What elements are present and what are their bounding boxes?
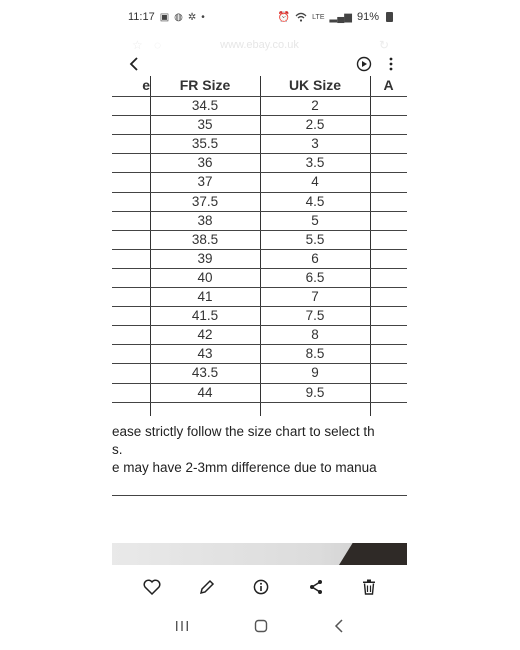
note-line-3: e may have 2-3mm difference due to manua [112, 460, 377, 475]
row-divider [112, 172, 407, 173]
fr-size-cell: 38 [197, 212, 213, 228]
share-button[interactable] [308, 579, 324, 595]
info-button[interactable] [253, 579, 269, 595]
image-action-bar [112, 574, 407, 600]
bottom-divider [112, 495, 407, 496]
row-divider [112, 230, 407, 231]
status-bar [112, 0, 407, 34]
promo-image-strip [112, 543, 407, 565]
home-icon [254, 619, 268, 633]
header-cell-last: A [383, 77, 394, 93]
fr-size-cell: 38.5 [191, 231, 219, 247]
chevron-left-icon [128, 56, 140, 72]
row-divider [112, 134, 407, 135]
uk-size-cell: 5 [311, 212, 319, 228]
promo-image-dark-area [339, 543, 407, 565]
fr-size-cell: 41 [197, 289, 213, 304]
settings-notification-icon: ✲ [187, 11, 197, 23]
note-line-1: ease strictly follow the size chart to select th [112, 424, 375, 439]
status-left [128, 11, 205, 23]
row-divider [112, 402, 407, 403]
more-vertical-icon [389, 57, 393, 71]
back-button[interactable] [128, 56, 140, 72]
uk-size-cell: 3.5 [305, 155, 325, 171]
header-cell-first: e [142, 77, 150, 93]
uk-size-cell: 7 [311, 289, 319, 304]
uk-size-cell: 8.5 [305, 346, 325, 362]
note-line-2: s. [112, 442, 123, 457]
back-icon [334, 619, 344, 633]
row-divider [112, 306, 407, 307]
uk-size-cell: 6 [311, 250, 319, 266]
uk-size-cell: 4.5 [305, 193, 325, 209]
row-divider [112, 115, 407, 116]
system-back-button[interactable] [334, 619, 344, 633]
fr-size-cell: 43 [197, 346, 213, 362]
row-divider [112, 211, 407, 212]
fr-size-cell: 34.5 [191, 98, 219, 113]
uk-size-cell: 9.5 [305, 384, 325, 400]
fr-size-cell: 35 [197, 117, 213, 133]
fr-size-cell: 41.5 [191, 308, 219, 324]
fr-size-cell: 36 [197, 155, 213, 171]
header-uk-size: UK Size [288, 77, 342, 93]
uk-size-cell: 5.5 [305, 231, 325, 247]
uk-size-cell: 4 [311, 174, 319, 190]
uk-size-cell: 8 [311, 327, 319, 343]
recent-apps-button[interactable] [175, 620, 189, 632]
fr-size-cell: 40 [197, 269, 213, 285]
row-divider [112, 325, 407, 326]
uk-size-cell: 6.5 [305, 269, 325, 285]
tab-icon: ◌ [154, 38, 162, 52]
fr-size-cell: 35.5 [191, 136, 219, 152]
delete-button[interactable] [362, 579, 376, 595]
reload-icon: ↻ [378, 38, 389, 52]
gallery-notification-icon: ▣ [159, 11, 170, 23]
battery-icon [386, 12, 393, 22]
trash-icon [362, 579, 376, 595]
size-chart-image [112, 76, 407, 512]
heart-icon [143, 579, 161, 595]
image-search-icon [356, 56, 373, 73]
image-search-button[interactable] [356, 56, 373, 73]
row-divider [112, 383, 407, 384]
home-button[interactable] [254, 619, 268, 633]
header-fr-size: FR Size [179, 77, 231, 93]
uk-size-cell: 9 [311, 365, 319, 381]
fr-size-cell: 37.5 [191, 193, 219, 209]
pencil-icon [199, 579, 215, 595]
row-divider [112, 96, 407, 97]
status-right [278, 11, 393, 23]
share-icon [308, 579, 324, 595]
uk-size-cell: 2 [311, 98, 319, 113]
sync-notification-icon: ◍ [174, 11, 183, 23]
column-divider [370, 76, 371, 416]
alarm-icon: ⏰ [277, 11, 291, 23]
more-options-button[interactable] [389, 57, 393, 71]
fr-size-cell: 39 [197, 250, 213, 266]
fr-size-cell: 37 [197, 174, 213, 190]
row-divider [112, 153, 407, 154]
favorite-button[interactable] [143, 579, 161, 595]
network-type: LTE [312, 13, 325, 21]
uk-size-cell: 3 [311, 136, 319, 152]
viewer-toolbar [112, 52, 407, 76]
fr-size-cell: 43.5 [191, 365, 219, 381]
info-icon [253, 579, 269, 595]
row-divider [112, 287, 407, 288]
star-icon: ☆ [132, 38, 143, 52]
more-notifications-icon: • [201, 11, 205, 23]
fr-size-cell: 42 [197, 327, 213, 343]
url-text: www.ebay.co.uk [220, 39, 299, 51]
recent-apps-icon [175, 620, 189, 632]
signal-icon: ▂▄▆ [329, 11, 352, 23]
row-divider [112, 249, 407, 250]
row-divider [112, 344, 407, 345]
system-nav-bar [112, 612, 407, 640]
uk-size-cell: 7.5 [305, 308, 325, 324]
row-divider [112, 268, 407, 269]
row-divider [112, 192, 407, 193]
wifi-icon [295, 12, 307, 22]
fr-size-cell: 44 [197, 384, 213, 400]
clock: 11:17 [128, 11, 155, 23]
edit-button[interactable] [199, 579, 215, 595]
uk-size-cell: 2.5 [305, 117, 325, 133]
row-divider [112, 363, 407, 364]
phone-screen [112, 0, 407, 650]
battery-percent: 91% [356, 11, 379, 23]
